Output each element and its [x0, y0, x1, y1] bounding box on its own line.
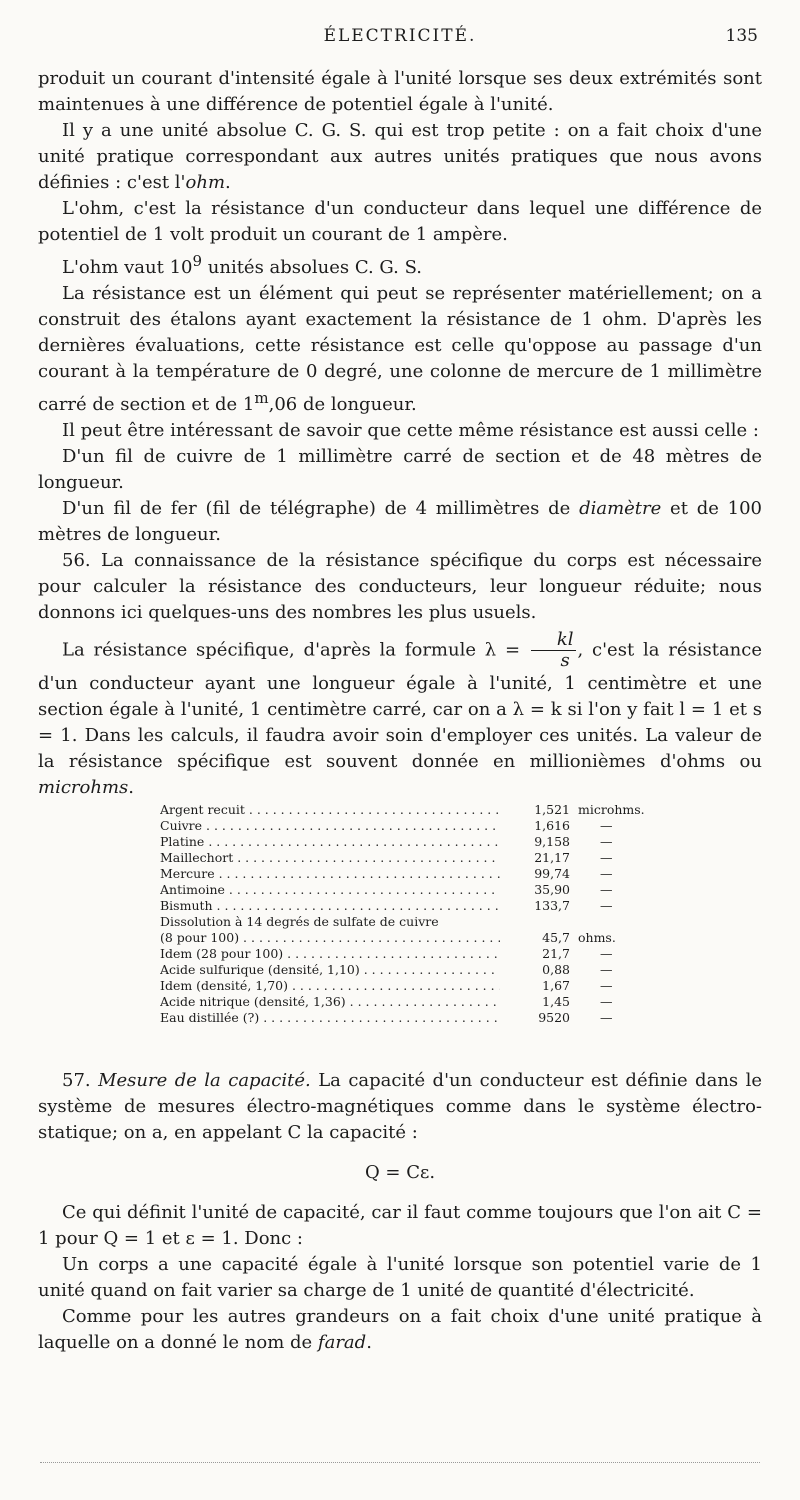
table-cell-value: 99,74: [534, 866, 570, 881]
table-row: [160, 978, 680, 994]
table-cell-name: Cuivre . . .: [160, 818, 500, 834]
table-cell-value: 1,616: [534, 818, 570, 833]
table-cell-value: 0,88: [542, 962, 570, 977]
fraction-kl-over-s: $\frac{kl}{s}$: [531, 630, 576, 671]
capacity-formula: Q = Cε.: [364, 1162, 436, 1183]
paragraph: L'ohm vaut $10^9$ unités absolues C. G. S.: [62, 252, 422, 278]
paragraph: L'ohm, c'est la résistance d'un conducteur dans lequel une différence de potentiel de 1 volt produit un courant de 1 ampère.: [38, 198, 762, 245]
table-cell-value: 1,45: [542, 994, 570, 1009]
table-cell-unit: microhms.: [578, 802, 645, 817]
paragraph: Il y a une unité absolue C. G. S. qui est trop petite : on a fait choix d'une unité pratique correspondant aux autres unités pratiques que nous avons définies : c'est l'ohm.: [38, 120, 762, 193]
table-cell-name: Antimoine . . .: [160, 882, 500, 898]
table-row: [160, 882, 680, 898]
table-row: [160, 898, 680, 914]
body-text-top: [38, 66, 762, 801]
table-row: [160, 914, 680, 930]
paragraph: La résistance spécifique, d'après la formule λ = $\frac{kl}{s}$ , c'est la résistance d'un conducteur ayant une longueur égale à l'unité, 1 centimètre et une section égale à l'unité, 1 centimètre carré, car on a λ = k si l'on y fait l = 1 et s = 1. Dans les calculs, il faudra avoir soin d'employer ces unités. La valeur de la résistance spécifique est souvent donnée en millionièmes d'ohms ou microhms.: [38, 629, 763, 798]
table-cell-name: Eau distillée (?) . . .: [160, 1010, 500, 1026]
section-56-paragraph: 56. La connaissance de la résistance spécifique du corps est nécessaire pour calculer la résistance des conducteurs, leur longueur réduite; nous donnons ici quelques-uns des nombres les plus usuels.: [38, 550, 762, 623]
table-row: [160, 818, 680, 834]
paragraph: Comme pour les autres grandeurs on a fait choix d'une unité pratique à laquelle on a donné le nom de farad.: [38, 1306, 762, 1353]
table-cell-value: 133,7: [534, 898, 570, 913]
table-row: [160, 1010, 680, 1026]
table-row: [160, 834, 680, 850]
paragraph: Il peut être intéressant de savoir que cette même résistance est aussi celle :: [62, 420, 759, 441]
footer-divider: [40, 1462, 760, 1463]
table-cell-dash: —: [600, 1010, 613, 1025]
table-cell-name: Dissolution à 14 degrés de sulfate de cuivre: [160, 914, 439, 929]
table-cell-dash: —: [600, 866, 613, 881]
table-cell-name: Acide nitrique (densité, 1,36) . . .: [160, 994, 500, 1010]
running-header: [0, 26, 800, 50]
table-cell-dash: —: [600, 818, 613, 833]
table-cell-name: Idem (28 pour 100) . . .: [160, 946, 500, 962]
paragraph: La résistance est un élément qui peut se représenter matériellement; on a construit des étalons ayant exactement la résistance de 1 ohm. D'après les dernières évaluations, cette résistance est celle qu'oppose au passage d'un courant à la température de 0 degré, une colonne de mercure de 1 millimètre carré de section et de 1$^m$,06 de longueur.: [38, 283, 762, 415]
table-cell-name: Idem (densité, 1,70) . . .: [160, 978, 500, 994]
table-cell-name: (8 pour 100) . . .: [160, 930, 500, 946]
table-cell-dash: —: [600, 834, 613, 849]
table-cell-unit: ohms.: [578, 930, 616, 945]
table-cell-value: 45,7: [542, 930, 570, 945]
table-cell-name: Maillechort . . .: [160, 850, 500, 866]
table-cell-dash: —: [600, 978, 613, 993]
table-cell-dash: —: [600, 946, 613, 961]
table-row: [160, 866, 680, 882]
paragraph: D'un fil de cuivre de 1 millimètre carré de section et de 48 mètres de longueur.: [38, 446, 762, 493]
table-cell-value: 1,521: [534, 802, 570, 817]
table-cell-dash: —: [600, 882, 613, 897]
table-cell-value: 21,17: [534, 850, 570, 865]
table-cell-dash: —: [600, 962, 613, 977]
table-cell-value: 1,67: [542, 978, 570, 993]
paragraph: D'un fil de fer (fil de télégraphe) de 4 millimètres de diamètre et de 100 mètres de longueur.: [38, 498, 762, 545]
table-cell-name: Mercure . . .: [160, 866, 500, 882]
paragraph: Ce qui définit l'unité de capacité, car il faut comme toujours que l'on ait C = 1 pour Q = 1 et ε = 1. Donc :: [38, 1202, 762, 1249]
table-cell-name: Platine . . .: [160, 834, 500, 850]
table-row: [160, 946, 680, 962]
table-cell-dash: —: [600, 898, 613, 913]
table-cell-value: 9,158: [534, 834, 570, 849]
table-cell-name: Bismuth . . .: [160, 898, 500, 914]
table-cell-name: Argent recuit . . .: [160, 802, 500, 818]
table-row: [160, 994, 680, 1010]
table-cell-value: 35,90: [534, 882, 570, 897]
table-cell-name: Acide sulfurique (densité, 1,10) . . .: [160, 962, 500, 978]
resistance-table: [160, 802, 680, 1026]
table-cell-dash: —: [600, 850, 613, 865]
running-title: ÉLECTRICITÉ.: [323, 26, 477, 46]
table-row: [160, 962, 680, 978]
body-text-bottom: [38, 1068, 762, 1356]
table-row: [160, 802, 680, 818]
table-cell-value: 9520: [538, 1010, 570, 1025]
table-row: [160, 930, 680, 946]
paragraph: produit un courant d'intensité égale à l'unité lorsque ses deux extrémités sont maintenues à une différence de potentiel égale à l'unité.: [38, 68, 762, 115]
table-cell-value: 21,7: [542, 946, 570, 961]
page-number: 135: [725, 26, 758, 46]
table-row: [160, 850, 680, 866]
section-57-paragraph: 57. Mesure de la capacité. La capacité d'un conducteur est définie dans le système de mesures électro-magnétiques comme dans le système électro-statique; on a, en appelant C la capacité :: [38, 1070, 762, 1143]
paragraph: Un corps a une capacité égale à l'unité lorsque son potentiel varie de 1 unité quand on fait varier sa charge de 1 unité de quantité d'électricité.: [38, 1254, 762, 1301]
table-cell-dash: —: [600, 994, 613, 1009]
